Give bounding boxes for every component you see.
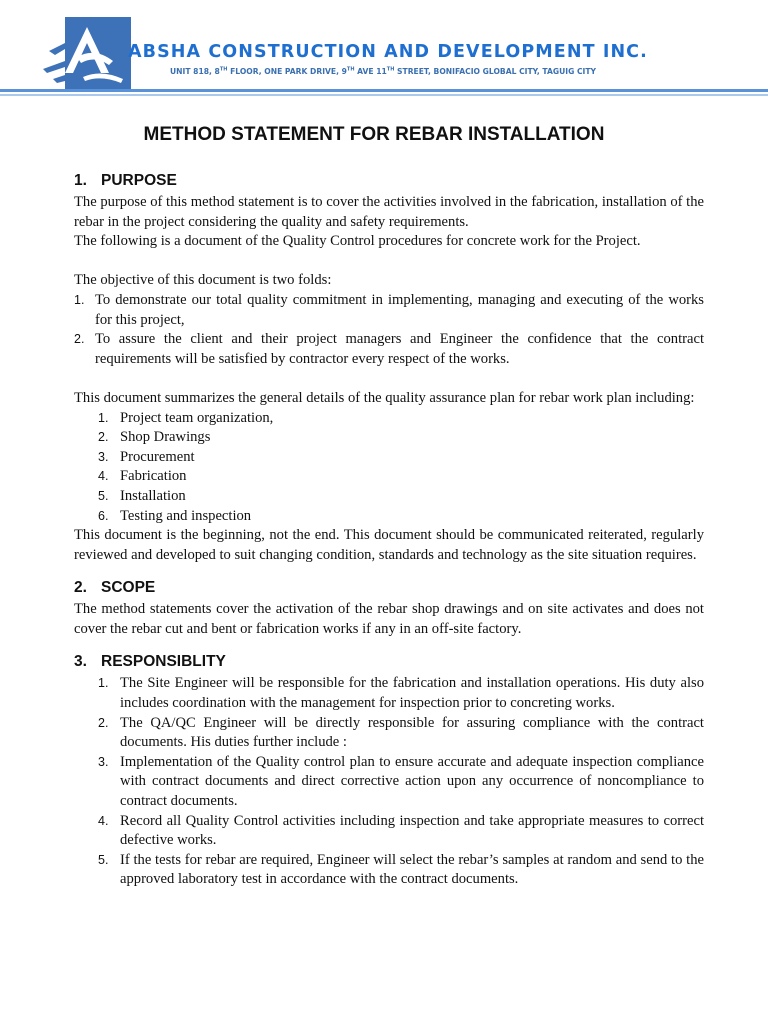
- list-marker: 2.: [98, 715, 109, 730]
- summary-intro: This document summarizes the general details of the quality assurance plan for rebar work plan including:: [74, 389, 695, 406]
- plan-items-list: [74, 409, 704, 527]
- section-heading-scope: [74, 579, 704, 597]
- list-item: 1. Project team organization,: [74, 409, 704, 429]
- list-item: 5. If the tests for rebar are required, Engineer will select the rebar’s samples at random and send to the approved laboratory test in accordance with the contract documents.: [98, 851, 704, 888]
- list-item: 3. Implementation of the Quality control plan to ensure accurate and adequate inspection compliance with contract documents and direct corrective action upon any occurrence of noncompliance to contract documents.: [98, 753, 704, 810]
- purpose-paragraph: The following is a document of the Quality Control procedures for concrete work for the Project.: [74, 233, 641, 250]
- list-marker: 4.: [98, 813, 109, 828]
- section-number: 3.: [74, 653, 87, 671]
- section-title: RESPONSIBLITY: [101, 653, 226, 671]
- list-marker: 2.: [98, 430, 109, 445]
- section-title: SCOPE: [101, 579, 156, 597]
- list-item: 2. The QA/QC Engineer will be directly responsible for assuring compliance with the contract documents. His duties further include :: [98, 714, 704, 751]
- list-item: 4. Fabrication: [74, 467, 704, 487]
- list-marker: 5.: [98, 852, 109, 867]
- scope-paragraph: The method statements cover the activation of the rebar shop drawings and on site activates and does not cover the rebar cut and bent or fabrication works if any in an off-site factory.: [74, 601, 704, 637]
- closing-paragraph: This document is the beginning, not the end. This document should be communicated reiterated, regularly reviewed and developed to suit changing condition, standards and technology as the site situation requires.: [74, 527, 704, 563]
- company-address: UNIT 818, 8TH FLOOR, ONE PARK DRIVE, 9TH AVE 11TH STREET, BONIFACIO GLOBAL CITY, TAGUIG CITY: [170, 66, 597, 76]
- list-item: 4. Record all Quality Control activities including inspection and take appropriate measures to correct defective works.: [98, 812, 704, 849]
- document-title: METHOD STATEMENT FOR REBAR INSTALLATION: [143, 124, 605, 145]
- list-item: 6. Testing and inspection: [74, 507, 704, 527]
- list-item: 3. Procurement: [74, 448, 704, 468]
- list-marker: 1.: [74, 292, 85, 307]
- section-number: 2.: [74, 579, 87, 597]
- header-divider-light: [0, 94, 768, 96]
- list-marker: 3.: [98, 449, 109, 464]
- list-item: 2. Shop Drawings: [74, 428, 704, 448]
- list-item: 5. Installation: [74, 487, 704, 507]
- list-marker: 4.: [98, 469, 109, 484]
- document-body: [74, 120, 704, 890]
- purpose-paragraph: The purpose of this method statement is to cover the activities involved in the fabrication, installation of the rebar in the project considering the quality and safety requirements.: [74, 194, 704, 230]
- responsibility-list: [74, 674, 704, 890]
- section-heading-purpose: [74, 172, 704, 190]
- list-marker: 5.: [98, 488, 109, 503]
- list-item: 2. To assure the client and their project managers and Engineer the confidence that the contract requirements will be satisfied by contractor every respect of the works.: [74, 331, 704, 367]
- section-number: 1.: [74, 172, 87, 189]
- objective-intro: The objective of this document is two folds:: [74, 272, 332, 289]
- section-heading-responsibility: [74, 653, 704, 671]
- list-marker: 3.: [98, 754, 109, 769]
- list-marker: 1.: [98, 676, 109, 691]
- list-marker: 2.: [74, 332, 85, 347]
- list-item: 1. The Site Engineer will be responsible for the fabrication and installation operations. His duty also includes coordination with the management for inspection prior to concreting works.: [98, 675, 704, 712]
- list-item: 1. To demonstrate our total quality commitment in implementing, managing and executing of the works for this project,: [74, 291, 704, 328]
- objectives-list: [74, 291, 704, 369]
- section-title: PURPOSE: [101, 172, 177, 189]
- company-name: ABSHA CONSTRUCTION AND DEVELOPMENT INC.: [128, 42, 648, 62]
- list-marker: 1.: [98, 410, 109, 425]
- list-marker: 6.: [98, 508, 109, 523]
- company-logo: [43, 17, 131, 93]
- header-divider: [0, 89, 768, 92]
